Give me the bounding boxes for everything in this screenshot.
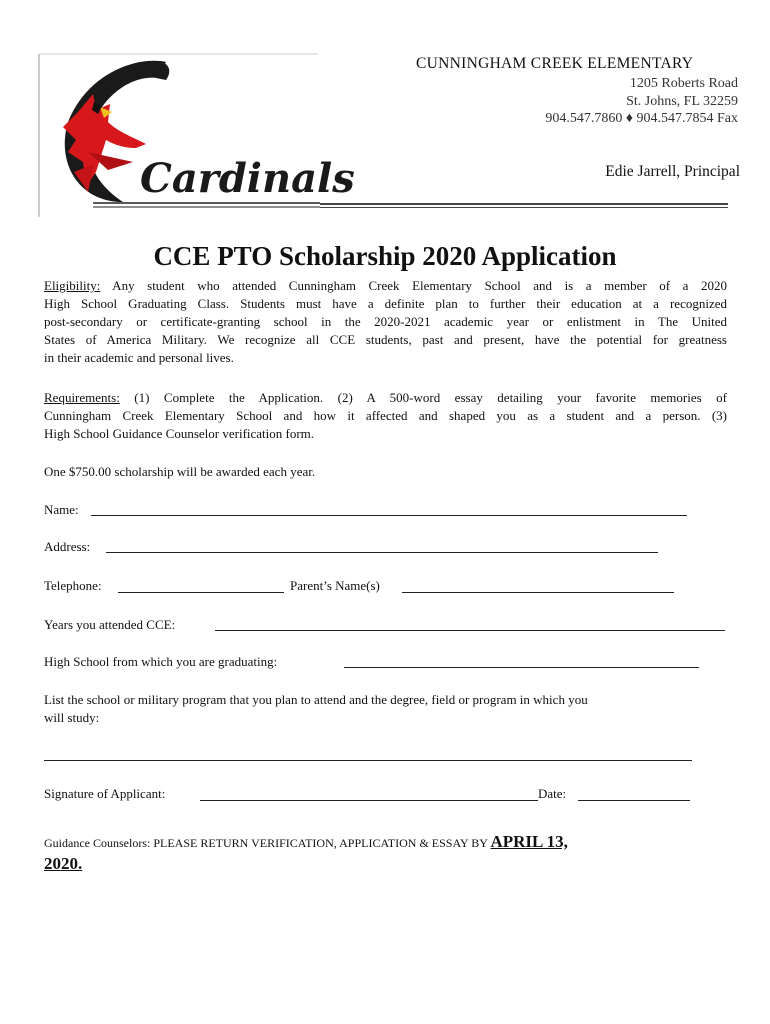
header-rule-top [320, 203, 728, 205]
eligibility-line: in their academic and personal lives. [44, 350, 234, 365]
parents-name-label: Parent’s Name(s) [290, 578, 380, 593]
eligibility-line: High School Graduating Class. Students must have a definite plan to further their education at a recognized [44, 296, 727, 311]
signature-field[interactable] [200, 800, 538, 801]
deadline-date: APRIL 13, [490, 832, 568, 851]
logo-text: Cardinals [140, 155, 355, 202]
date-field[interactable] [578, 800, 690, 801]
requirements-paragraph [44, 389, 727, 443]
program-label-line2: will study: [44, 710, 100, 725]
telephone-field[interactable] [118, 592, 284, 593]
high-school-label: High School from which you are graduating: [44, 654, 278, 669]
requirements-line: Cunningham Creek Elementary School and how it affected and shaped you as a student and a person. (3) [44, 408, 727, 423]
address-label: Address: [44, 539, 91, 554]
eligibility-line: States of America Military. We recognize all CCE students, past and present, have the potential for greatness [44, 332, 727, 347]
cardinals-logo [38, 52, 355, 217]
school-name: CUNNINGHAM CREEK ELEMENTARY [416, 55, 694, 72]
name-label: Name: [44, 502, 79, 517]
return-note: Guidance Counselors: PLEASE RETURN VERIFICATION, APPLICATION & ESSAY BY APRIL 13, [44, 832, 568, 851]
eligibility-paragraph [44, 277, 727, 367]
requirements-line: Requirements: (1) Complete the Application. (2) A 500-word essay detailing your favorite memories of [44, 390, 727, 405]
years-attended-field[interactable] [215, 630, 725, 631]
deadline-year: 2020. [44, 854, 83, 873]
school-phone-fax: 904.547.7860 ♦ 904.547.7854 Fax [545, 111, 738, 126]
eligibility-line: Eligibility: Any student who attended Cunningham Creek Elementary School and is a member of a 2020 [44, 278, 727, 293]
high-school-field[interactable] [344, 667, 699, 668]
page-title: CCE PTO Scholarship 2020 Application [153, 241, 617, 271]
requirements-line: High School Guidance Counselor verification form. [44, 426, 315, 441]
principal-name: Edie Jarrell, Principal [605, 163, 740, 180]
signature-label: Signature of Applicant: [44, 786, 166, 801]
cardinal-bird-icon [38, 52, 355, 217]
address-field[interactable] [106, 552, 658, 553]
name-field[interactable] [91, 515, 687, 516]
school-street: 1205 Roberts Road [629, 76, 738, 91]
header-rule-bottom [320, 207, 728, 208]
eligibility-label: Eligibility: [44, 278, 101, 293]
requirements-label: Requirements: [44, 390, 120, 405]
program-field[interactable] [44, 760, 692, 761]
eligibility-line: post-secondary or certificate-granting school in the 2020-2021 academic year or enlistment in The United [44, 314, 727, 329]
telephone-label: Telephone: [44, 578, 102, 593]
program-label-line1: List the school or military program that you plan to attend and the degree, field or program in which you [44, 692, 588, 707]
parents-name-field[interactable] [402, 592, 674, 593]
award-note: One $750.00 scholarship will be awarded each year. [44, 464, 316, 479]
date-label: Date: [538, 786, 567, 801]
years-attended-label: Years you attended CCE: [44, 617, 176, 632]
school-city: St. Johns, FL 32259 [626, 94, 738, 109]
